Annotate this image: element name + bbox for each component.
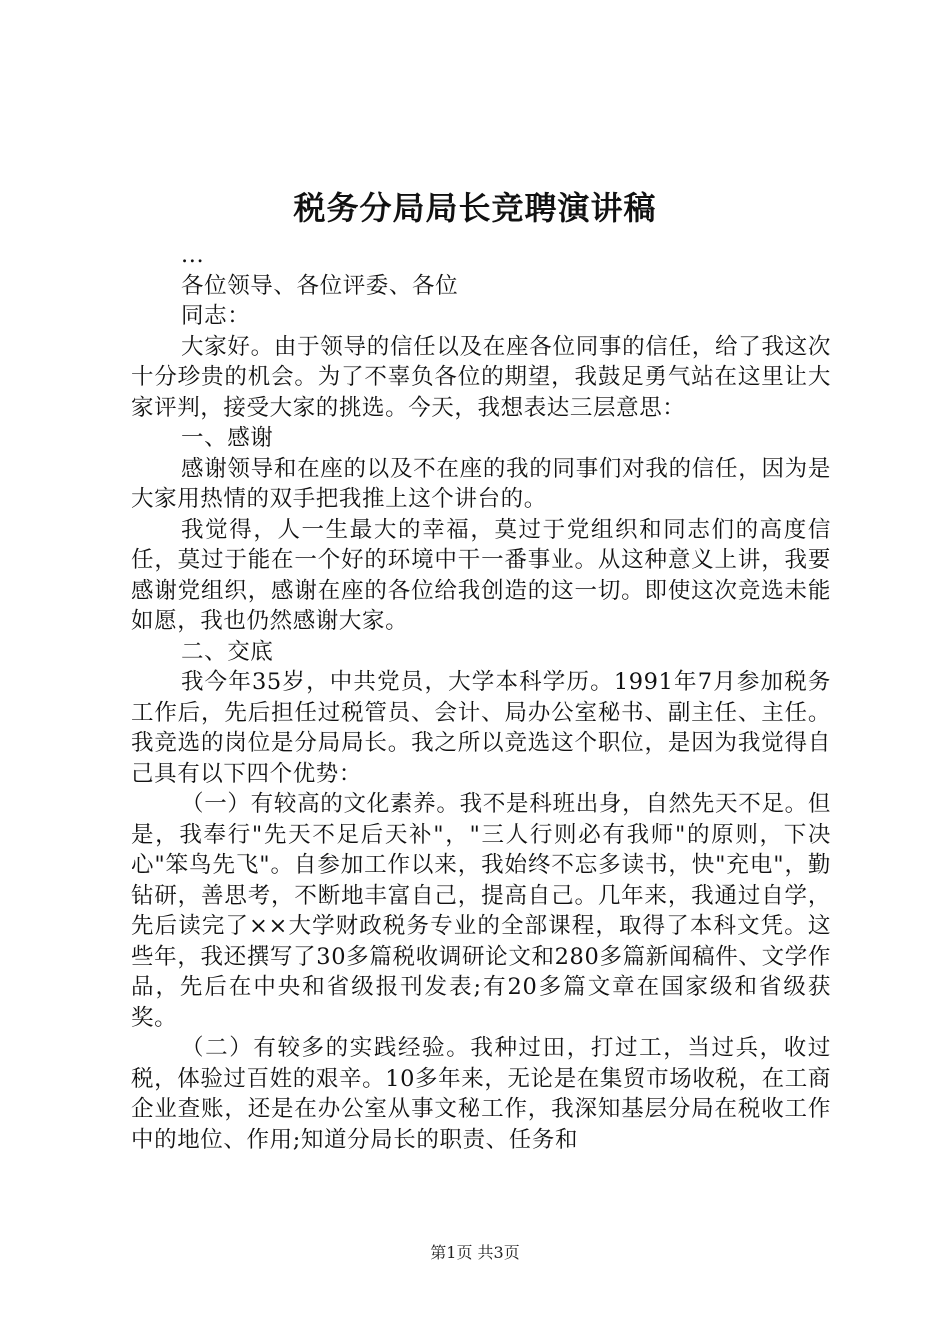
section-heading: 一、感谢 — [181, 425, 274, 451]
body-paragraph: 我觉得，人一生最大的幸福，莫过于党组织和同志们的高度信任，莫过于能在一个好的环境中干一番事业。从这种意义上讲，我要感谢党组织，感谢在座的各位给我创造的这一切。即使这次竞选未能如愿，我也仍然感谢大家。 — [131, 516, 831, 634]
ellipsis-line: ... — [181, 242, 205, 268]
body-paragraph: 大家好。由于领导的信任以及在座各位同事的信任，给了我这次十分珍贵的机会。为了不辜负各位的期望，我鼓足勇气站在这里让大家评判，接受大家的挑选。今天，我想表达三层意思： — [131, 333, 831, 421]
document-title: 税务分局局长竞聘演讲稿 — [293, 189, 657, 227]
salutation-line: 各位领导、各位评委、各位 — [181, 272, 459, 299]
salutation-line: 同志： — [181, 303, 251, 329]
document-body — [131, 240, 831, 1155]
body-paragraph: 我今年35岁，中共党员，大学本科学历。1991年7月参加税务工作后，先后担任过税管员、会计、局办公室秘书、副主任、主任。我竞选的岗位是分局局长。我之所以竞选这个职位，是因为我觉得自己具有以下四个优势： — [131, 669, 831, 787]
section-heading: 二、交底 — [181, 638, 274, 665]
page-footer: 第1页 共3页 — [430, 1243, 520, 1262]
body-paragraph: （二）有较多的实践经验。我种过田，打过工，当过兵，收过税，体验过百姓的艰辛。10多年来，无论是在集贸市场收税，在工商企业查账，还是在办公室从事文秘工作，我深知基层分局在税收工作中的地位、作用;知道分局长的职责、任务和 — [131, 1035, 831, 1153]
body-paragraph: 感谢领导和在座的以及不在座的我的同事们对我的信任，因为是大家用热情的双手把我推上这个讲台的。 — [131, 455, 831, 512]
body-paragraph: （一）有较高的文化素养。我不是科班出身，自然先天不足。但是，我奉行"先天不足后天补"，"三人行则必有我师"的原则，下决心"笨鸟先飞"。自参加工作以来，我始终不忘多读书，快"充电"，勤钻研，善思考，不断地丰富自己，提高自己。几年来，我通过自学，先后读完了××大学财政税务专业的全部课程，取得了本科文凭。这些年，我还撰写了30多篇税收调研论文和280多篇新闻稿件、文学作品，先后在中央和省级报刊发表;有20多篇文章在国家级和省级获奖。 — [131, 791, 831, 1031]
